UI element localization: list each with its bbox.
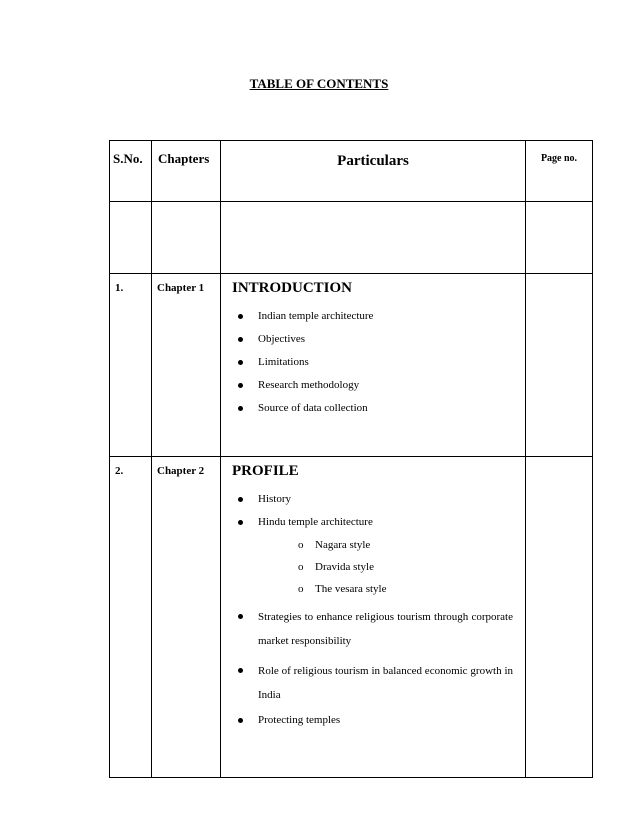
header-sno: S.No. bbox=[110, 141, 152, 202]
empty-cell bbox=[526, 202, 593, 274]
bullet-icon bbox=[238, 520, 243, 525]
bullet-icon bbox=[238, 497, 243, 502]
sub-list-item bbox=[258, 538, 513, 553]
bullet-icon bbox=[238, 360, 243, 365]
bullet-icon bbox=[238, 614, 243, 619]
list-item-text: Strategies to enhance religious tourism through corporate market responsibility bbox=[258, 611, 513, 647]
list-item-text: History bbox=[258, 493, 291, 505]
bullet-icon bbox=[238, 668, 243, 673]
sub-list bbox=[258, 538, 513, 597]
contents-table bbox=[109, 140, 593, 778]
section-title: INTRODUCTION bbox=[232, 280, 353, 296]
table-header-row bbox=[110, 141, 593, 202]
circle-bullet-icon: o bbox=[298, 539, 304, 551]
list-item bbox=[232, 332, 513, 347]
list-item bbox=[232, 309, 513, 324]
empty-cell bbox=[110, 202, 152, 274]
bullet-icon bbox=[238, 314, 243, 319]
bullet-icon bbox=[238, 337, 243, 342]
bullet-list bbox=[232, 492, 513, 728]
row-page-no bbox=[526, 457, 593, 778]
list-item bbox=[232, 659, 513, 707]
sub-list-item bbox=[258, 582, 513, 597]
list-item-text: Hindu temple architecture bbox=[258, 516, 373, 528]
list-item-text: Source of data collection bbox=[258, 402, 368, 414]
list-item-text: Role of religious tourism in balanced economic growth in India bbox=[258, 665, 513, 701]
list-item bbox=[232, 713, 513, 728]
empty-cell bbox=[152, 202, 221, 274]
list-item-text: Objectives bbox=[258, 333, 306, 345]
list-item bbox=[232, 492, 513, 507]
bullet-list bbox=[232, 309, 513, 416]
sub-list-item bbox=[258, 560, 513, 575]
bullet-icon bbox=[238, 718, 243, 723]
table-row bbox=[110, 274, 593, 457]
row-page-no bbox=[526, 274, 593, 457]
list-item-text: Research methodology bbox=[258, 379, 360, 391]
list-item bbox=[232, 355, 513, 370]
bullet-icon bbox=[238, 406, 243, 411]
header-particulars: Particulars bbox=[221, 141, 526, 202]
bullet-icon bbox=[238, 383, 243, 388]
section-title: PROFILE bbox=[232, 463, 299, 479]
list-item-text: Protecting temples bbox=[258, 714, 341, 726]
row-sno: 1. bbox=[110, 274, 152, 457]
circle-bullet-icon: o bbox=[298, 583, 304, 595]
document-title: TABLE OF CONTENTS bbox=[249, 76, 389, 91]
list-item-text: Limitations bbox=[258, 356, 309, 368]
circle-bullet-icon: o bbox=[298, 561, 304, 573]
row-sno: 2. bbox=[110, 457, 152, 778]
list-item bbox=[232, 605, 513, 653]
list-item bbox=[232, 401, 513, 416]
sub-list-item-text: Dravida style bbox=[315, 561, 374, 573]
row-particulars bbox=[221, 274, 526, 457]
list-item bbox=[232, 378, 513, 393]
sub-list-item-text: Nagara style bbox=[315, 539, 371, 551]
list-item bbox=[232, 515, 513, 597]
row-particulars bbox=[221, 457, 526, 778]
spacer-row bbox=[110, 202, 593, 274]
row-chapter: Chapter 2 bbox=[152, 457, 221, 778]
sub-list-item-text: The vesara style bbox=[315, 583, 387, 595]
table-row bbox=[110, 457, 593, 778]
header-chapters: Chapters bbox=[152, 141, 221, 202]
row-chapter: Chapter 1 bbox=[152, 274, 221, 457]
header-page-no: Page no. bbox=[526, 141, 593, 202]
list-item-text: Indian temple architecture bbox=[258, 310, 374, 322]
empty-cell bbox=[221, 202, 526, 274]
